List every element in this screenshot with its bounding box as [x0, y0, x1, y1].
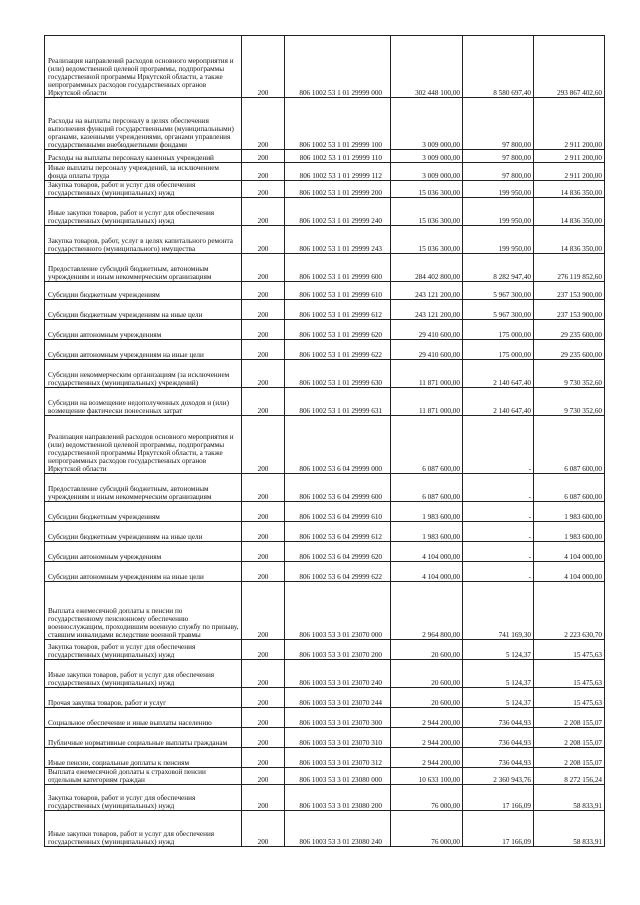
- row-remaining-amount: 58 833,91: [534, 785, 605, 811]
- row-classification: 806 1002 53 1 01 29999 610: [285, 282, 391, 300]
- row-remaining-amount: 2 911 200,00: [534, 150, 605, 163]
- table-row: [45, 688, 605, 708]
- table-row: [45, 181, 605, 198]
- row-executed-amount: 175 000,00: [463, 340, 534, 360]
- row-remaining-amount: 29 235 600,00: [534, 340, 605, 360]
- row-remaining-amount: 4 104 000,00: [534, 542, 605, 562]
- table-row: [45, 340, 605, 360]
- row-classification: 806 1002 53 1 01 29999 240: [285, 198, 391, 226]
- row-classification: 806 1002 53 1 01 29999 100: [285, 98, 391, 150]
- row-code: 200: [242, 150, 285, 163]
- row-executed-amount: -: [463, 522, 534, 542]
- row-code: 200: [242, 360, 285, 388]
- row-name: Реализация направлений расходов основного мероприятия и (или) ведомственной целевой программы, подпрограммы государственной программы Иркутской области, а также непрограммных расходов государственных органов Иркутской области: [45, 36, 242, 98]
- row-classification: 806 1002 53 6 04 29999 600: [285, 474, 391, 502]
- budget-table-body: [45, 36, 605, 847]
- row-remaining-amount: 2 223 630,70: [534, 582, 605, 640]
- row-executed-amount: -: [463, 474, 534, 502]
- row-executed-amount: 736 044,93: [463, 708, 534, 728]
- row-remaining-amount: 14 836 350,00: [534, 198, 605, 226]
- row-code: 200: [242, 36, 285, 98]
- row-approved-amount: 1 983 600,00: [391, 522, 463, 542]
- row-approved-amount: 2 944 200,00: [391, 748, 463, 768]
- row-name: Субсидии бюджетным учреждениям: [45, 282, 242, 300]
- row-remaining-amount: 4 104 000,00: [534, 562, 605, 582]
- row-classification: 806 1002 53 6 04 29999 612: [285, 522, 391, 542]
- row-approved-amount: 6 087 600,00: [391, 416, 463, 474]
- row-approved-amount: 243 121 200,00: [391, 300, 463, 320]
- row-remaining-amount: 276 119 852,60: [534, 254, 605, 282]
- row-remaining-amount: 6 087 600,00: [534, 416, 605, 474]
- table-row: [45, 198, 605, 226]
- row-executed-amount: -: [463, 502, 534, 522]
- row-remaining-amount: 1 983 600,00: [534, 522, 605, 542]
- row-remaining-amount: 237 153 900,00: [534, 282, 605, 300]
- row-classification: 806 1002 53 1 01 29999 200: [285, 181, 391, 198]
- table-row: [45, 748, 605, 768]
- row-code: 200: [242, 340, 285, 360]
- row-name: Субсидии автономным учреждениям на иные цели: [45, 340, 242, 360]
- row-remaining-amount: 14 836 350,00: [534, 226, 605, 254]
- table-row: [45, 728, 605, 748]
- row-code: 200: [242, 562, 285, 582]
- row-classification: 806 1003 53 3 01 23070 310: [285, 728, 391, 748]
- row-approved-amount: 20 600,00: [391, 688, 463, 708]
- row-executed-amount: 5 124,37: [463, 688, 534, 708]
- row-code: 200: [242, 768, 285, 785]
- row-classification: 806 1002 53 1 01 29999 620: [285, 320, 391, 340]
- row-code: 200: [242, 748, 285, 768]
- row-classification: 806 1003 53 3 01 23080 240: [285, 811, 391, 847]
- row-remaining-amount: 2 911 200,00: [534, 163, 605, 181]
- row-approved-amount: 11 871 000,00: [391, 388, 463, 416]
- row-name: Иные пенсии, социальные доплаты к пенсиям: [45, 748, 242, 768]
- row-approved-amount: 29 410 600,00: [391, 340, 463, 360]
- table-row: [45, 282, 605, 300]
- row-approved-amount: 3 009 000,00: [391, 98, 463, 150]
- row-name: Прочая закупка товаров, работ и услуг: [45, 688, 242, 708]
- table-row: [45, 36, 605, 98]
- row-classification: 806 1002 53 1 01 29999 110: [285, 150, 391, 163]
- row-executed-amount: 5 967 300,00: [463, 300, 534, 320]
- row-remaining-amount: 1 983 600,00: [534, 502, 605, 522]
- table-row: [45, 811, 605, 847]
- row-remaining-amount: 15 475,63: [534, 640, 605, 660]
- row-name: Иные закупки товаров, работ и услуг для обеспечения государственных (муниципальных) нужд: [45, 198, 242, 226]
- row-remaining-amount: 8 272 156,24: [534, 768, 605, 785]
- row-code: 200: [242, 522, 285, 542]
- row-executed-amount: 199 950,00: [463, 198, 534, 226]
- row-executed-amount: 97 800,00: [463, 150, 534, 163]
- row-approved-amount: 6 087 600,00: [391, 474, 463, 502]
- row-approved-amount: 76 000,00: [391, 785, 463, 811]
- row-name: Предоставление субсидий бюджетным, автономным учреждениям и иным некоммерческим организациям: [45, 474, 242, 502]
- row-approved-amount: 15 036 300,00: [391, 226, 463, 254]
- row-executed-amount: 97 800,00: [463, 98, 534, 150]
- row-approved-amount: 29 410 600,00: [391, 320, 463, 340]
- table-row: [45, 254, 605, 282]
- row-remaining-amount: 15 475,63: [534, 660, 605, 688]
- row-name: Иные закупки товаров, работ и услуг для обеспечения государственных (муниципальных) нужд: [45, 660, 242, 688]
- row-classification: 806 1002 53 1 01 29999 243: [285, 226, 391, 254]
- row-approved-amount: 11 871 000,00: [391, 360, 463, 388]
- row-executed-amount: 8 282 947,40: [463, 254, 534, 282]
- row-approved-amount: 2 964 800,00: [391, 582, 463, 640]
- table-row: [45, 360, 605, 388]
- row-code: 200: [242, 688, 285, 708]
- row-remaining-amount: 2 208 155,07: [534, 728, 605, 748]
- table-row: [45, 150, 605, 163]
- row-classification: 806 1003 53 3 01 23070 312: [285, 748, 391, 768]
- row-code: 200: [242, 502, 285, 522]
- row-code: 200: [242, 811, 285, 847]
- row-approved-amount: 3 009 000,00: [391, 150, 463, 163]
- row-name: Субсидии бюджетным учреждениям: [45, 502, 242, 522]
- row-approved-amount: 302 448 100,00: [391, 36, 463, 98]
- row-classification: 806 1002 53 1 01 29999 630: [285, 360, 391, 388]
- row-name: Расходы на выплаты персоналу в целях обеспечения выполнения функций государственными (муниципальными) органами, казенными учреждениями, органами управления государственными внебюджетными фондами: [45, 98, 242, 150]
- row-classification: 806 1002 53 1 01 29999 612: [285, 300, 391, 320]
- row-code: 200: [242, 388, 285, 416]
- row-classification: 806 1002 53 1 01 29999 112: [285, 163, 391, 181]
- row-code: 200: [242, 226, 285, 254]
- row-code: 200: [242, 582, 285, 640]
- table-row: [45, 163, 605, 181]
- row-code: 200: [242, 163, 285, 181]
- row-remaining-amount: 2 208 155,07: [534, 708, 605, 728]
- row-name: Предоставление субсидий бюджетным, автономным учреждениям и иным некоммерческим организациям: [45, 254, 242, 282]
- row-classification: 806 1002 53 6 04 29999 610: [285, 502, 391, 522]
- table-row: [45, 300, 605, 320]
- row-code: 200: [242, 474, 285, 502]
- row-code: 200: [242, 785, 285, 811]
- row-classification: 806 1003 53 3 01 23070 300: [285, 708, 391, 728]
- row-executed-amount: 199 950,00: [463, 181, 534, 198]
- row-code: 200: [242, 300, 285, 320]
- row-code: 200: [242, 198, 285, 226]
- row-code: 200: [242, 660, 285, 688]
- row-code: 200: [242, 320, 285, 340]
- row-name: Выплата ежемесячной доплаты к пенсии по государственному пенсионному обеспечению военнослужащим, проходившим военную службу по призыву, ставшим инвалидами вследствие военной травмы: [45, 582, 242, 640]
- row-name: Субсидии автономным учреждениям: [45, 542, 242, 562]
- row-remaining-amount: 9 730 352,60: [534, 388, 605, 416]
- row-executed-amount: 97 800,00: [463, 163, 534, 181]
- row-remaining-amount: 2 911 200,00: [534, 98, 605, 150]
- row-classification: 806 1003 53 3 01 23070 000: [285, 582, 391, 640]
- row-approved-amount: 284 402 800,00: [391, 254, 463, 282]
- row-approved-amount: 15 036 300,00: [391, 198, 463, 226]
- row-executed-amount: 17 166,09: [463, 811, 534, 847]
- row-name: Закупка товаров, работ и услуг для обеспечения государственных (муниципальных) нужд: [45, 181, 242, 198]
- row-name: Иные выплаты персоналу учреждений, за исключением фонда оплаты труда: [45, 163, 242, 181]
- table-row: [45, 562, 605, 582]
- table-row: [45, 320, 605, 340]
- table-row: [45, 98, 605, 150]
- row-remaining-amount: 237 153 900,00: [534, 300, 605, 320]
- row-approved-amount: 20 600,00: [391, 640, 463, 660]
- table-row: [45, 708, 605, 728]
- row-remaining-amount: 15 475,63: [534, 688, 605, 708]
- row-name: Субсидии некоммерческим организациям (за исключением государственных (муниципальных) учреждений): [45, 360, 242, 388]
- row-code: 200: [242, 708, 285, 728]
- table-row: [45, 582, 605, 640]
- row-code: 200: [242, 416, 285, 474]
- row-name: Публичные нормативные социальные выплаты гражданам: [45, 728, 242, 748]
- row-code: 200: [242, 282, 285, 300]
- row-name: Субсидии автономным учреждениям: [45, 320, 242, 340]
- row-code: 200: [242, 728, 285, 748]
- row-name: Выплата ежемесячной доплаты к страховой пенсии отдельным категориям граждан: [45, 768, 242, 785]
- row-classification: 806 1002 53 6 04 29999 000: [285, 416, 391, 474]
- row-code: 200: [242, 254, 285, 282]
- row-executed-amount: 5 124,37: [463, 640, 534, 660]
- row-approved-amount: 4 104 000,00: [391, 542, 463, 562]
- row-name: Реализация направлений расходов основного мероприятия и (или) ведомственной целевой программы, подпрограммы государственной программы Иркутской области, а также непрограммных расходов государственных органов Иркутской области: [45, 416, 242, 474]
- row-executed-amount: 2 140 647,40: [463, 388, 534, 416]
- row-executed-amount: 175 000,00: [463, 320, 534, 340]
- row-classification: 806 1002 53 1 01 29999 600: [285, 254, 391, 282]
- row-classification: 806 1002 53 1 01 29999 631: [285, 388, 391, 416]
- row-executed-amount: 8 580 697,40: [463, 36, 534, 98]
- row-approved-amount: 10 633 100,00: [391, 768, 463, 785]
- row-executed-amount: 736 044,93: [463, 728, 534, 748]
- table-row: [45, 226, 605, 254]
- row-classification: 806 1002 53 1 01 29999 622: [285, 340, 391, 360]
- row-executed-amount: 199 950,00: [463, 226, 534, 254]
- table-row: [45, 388, 605, 416]
- row-approved-amount: 15 036 300,00: [391, 181, 463, 198]
- row-classification: 806 1003 53 3 01 23070 200: [285, 640, 391, 660]
- row-executed-amount: 2 360 943,76: [463, 768, 534, 785]
- row-approved-amount: 4 104 000,00: [391, 562, 463, 582]
- row-approved-amount: 2 944 200,00: [391, 708, 463, 728]
- row-name: Закупка товаров, работ и услуг для обеспечения государственных (муниципальных) нужд: [45, 640, 242, 660]
- row-classification: 806 1003 53 3 01 23080 000: [285, 768, 391, 785]
- row-name: Субсидии бюджетным учреждениям на иные цели: [45, 300, 242, 320]
- row-name: Социальное обеспечение и иные выплаты населению: [45, 708, 242, 728]
- row-executed-amount: 736 044,93: [463, 748, 534, 768]
- table-row: [45, 416, 605, 474]
- table-row: [45, 522, 605, 542]
- row-remaining-amount: 9 730 352,60: [534, 360, 605, 388]
- row-approved-amount: 20 600,00: [391, 660, 463, 688]
- row-executed-amount: -: [463, 562, 534, 582]
- row-remaining-amount: 293 867 402,60: [534, 36, 605, 98]
- row-name: Расходы на выплаты персоналу казенных учреждений: [45, 150, 242, 163]
- row-name: Субсидии бюджетным учреждениям на иные цели: [45, 522, 242, 542]
- row-executed-amount: -: [463, 416, 534, 474]
- row-name: Закупка товаров, работ, услуг в целях капитального ремонта государственного (муниципального) имущества: [45, 226, 242, 254]
- row-remaining-amount: 14 836 350,00: [534, 181, 605, 198]
- row-code: 200: [242, 98, 285, 150]
- row-executed-amount: 2 140 647,40: [463, 360, 534, 388]
- row-approved-amount: 1 983 600,00: [391, 502, 463, 522]
- row-executed-amount: 17 166,09: [463, 785, 534, 811]
- row-approved-amount: 243 121 200,00: [391, 282, 463, 300]
- row-remaining-amount: 58 833,91: [534, 811, 605, 847]
- row-executed-amount: 741 169,30: [463, 582, 534, 640]
- row-approved-amount: 76 000,00: [391, 811, 463, 847]
- table-row: [45, 640, 605, 660]
- row-executed-amount: 5 124,37: [463, 660, 534, 688]
- row-remaining-amount: 6 087 600,00: [534, 474, 605, 502]
- row-name: Иные закупки товаров, работ и услуг для обеспечения государственных (муниципальных) нужд: [45, 811, 242, 847]
- row-approved-amount: 3 009 000,00: [391, 163, 463, 181]
- row-classification: 806 1002 53 1 01 29999 000: [285, 36, 391, 98]
- table-row: [45, 502, 605, 522]
- row-name: Субсидии на возмещение недополученных доходов и (или) возмещение фактически понесенных затрат: [45, 388, 242, 416]
- row-approved-amount: 2 944 200,00: [391, 728, 463, 748]
- table-row: [45, 768, 605, 785]
- table-row: [45, 474, 605, 502]
- row-classification: 806 1002 53 6 04 29999 622: [285, 562, 391, 582]
- row-remaining-amount: 2 208 155,07: [534, 748, 605, 768]
- row-classification: 806 1003 53 3 01 23080 200: [285, 785, 391, 811]
- table-row: [45, 785, 605, 811]
- row-code: 200: [242, 542, 285, 562]
- table-row: [45, 542, 605, 562]
- row-remaining-amount: 29 235 600,00: [534, 320, 605, 340]
- row-name: Закупка товаров, работ и услуг для обеспечения государственных (муниципальных) нужд: [45, 785, 242, 811]
- row-executed-amount: 5 967 300,00: [463, 282, 534, 300]
- table-row: [45, 660, 605, 688]
- budget-table: [44, 35, 605, 847]
- row-code: 200: [242, 181, 285, 198]
- row-classification: 806 1003 53 3 01 23070 244: [285, 688, 391, 708]
- row-executed-amount: -: [463, 542, 534, 562]
- row-name: Субсидии автономным учреждениям на иные цели: [45, 562, 242, 582]
- row-classification: 806 1002 53 6 04 29999 620: [285, 542, 391, 562]
- row-code: 200: [242, 640, 285, 660]
- row-classification: 806 1003 53 3 01 23070 240: [285, 660, 391, 688]
